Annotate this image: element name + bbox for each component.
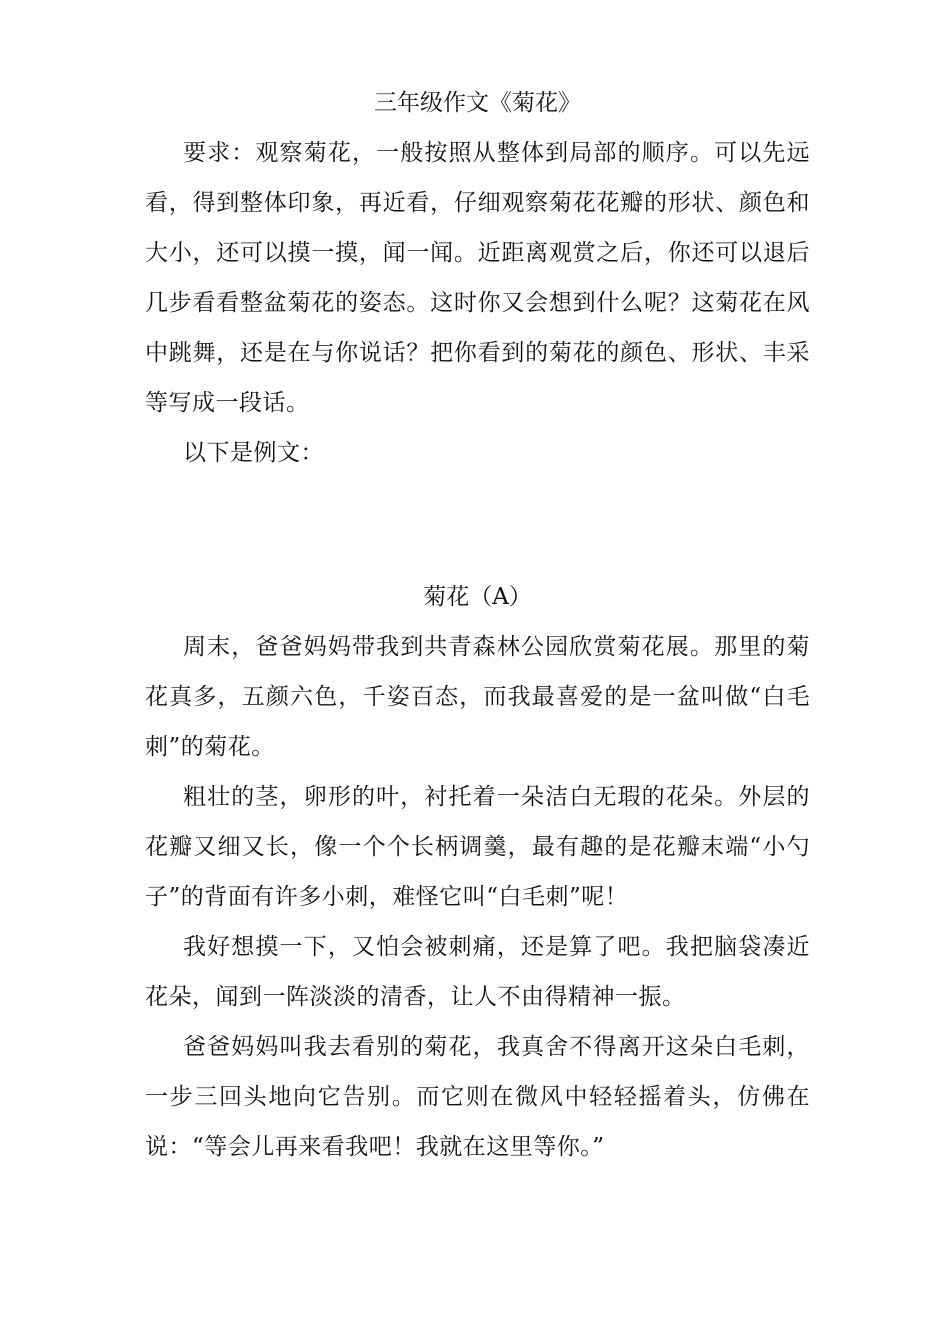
requirement-paragraph: 要求：观察菊花，一般按照从整体到局部的顺序。可以先远看，得到整体印象，再近看，仔细观察菊花花瓣的形状、颜色和大小，还可以摸一摸，闻一闻。近距离观赏之后，你还可以退后几步看看整盆菊花的姿态。这时你又会想到什么呢？这菊花在风中跳舞，还是在与你说话？把你看到的菊花的颜色、形状、丰采等写成一段话。 — [145, 140, 810, 416]
essay-paragraph-3: 我好想摸一下，又怕会被刺痛，还是算了吧。我把脑袋凑近花朵，闻到一阵淡淡的清香，让人不由得精神一振。 — [145, 934, 810, 1010]
document-page — [145, 78, 810, 1172]
intro-text: 以下是例文： — [183, 440, 324, 466]
essay-paragraph-2: 粗壮的茎，卵形的叶，衬托着一朵洁白无瑕的花朵。外层的花瓣又细又长，像一个个长柄调羹，最有趣的是花瓣末端“小勺子”的背面有许多小刺，难怪它叫“白毛刺”呢！ — [145, 784, 810, 910]
essay-paragraph-4: 爸爸妈妈叫我去看别的菊花，我真舍不得离开这朵白毛刺，一步三回头地向它告别。而它则在微风中轻轻摇着头，仿佛在说：“等会儿再来看我吧！我就在这里等你。” — [145, 1034, 810, 1160]
essay-title: 菊花（A） — [423, 584, 532, 610]
section-spacer — [145, 478, 810, 572]
document-title: 三年级作文《菊花》 — [374, 90, 581, 116]
essay-paragraph-1: 周末，爸爸妈妈带我到共青森林公园欣赏菊花展。那里的菊花真多，五颜六色，千姿百态，而我最喜爱的是一盆叫做“白毛刺”的菊花。 — [145, 634, 810, 760]
